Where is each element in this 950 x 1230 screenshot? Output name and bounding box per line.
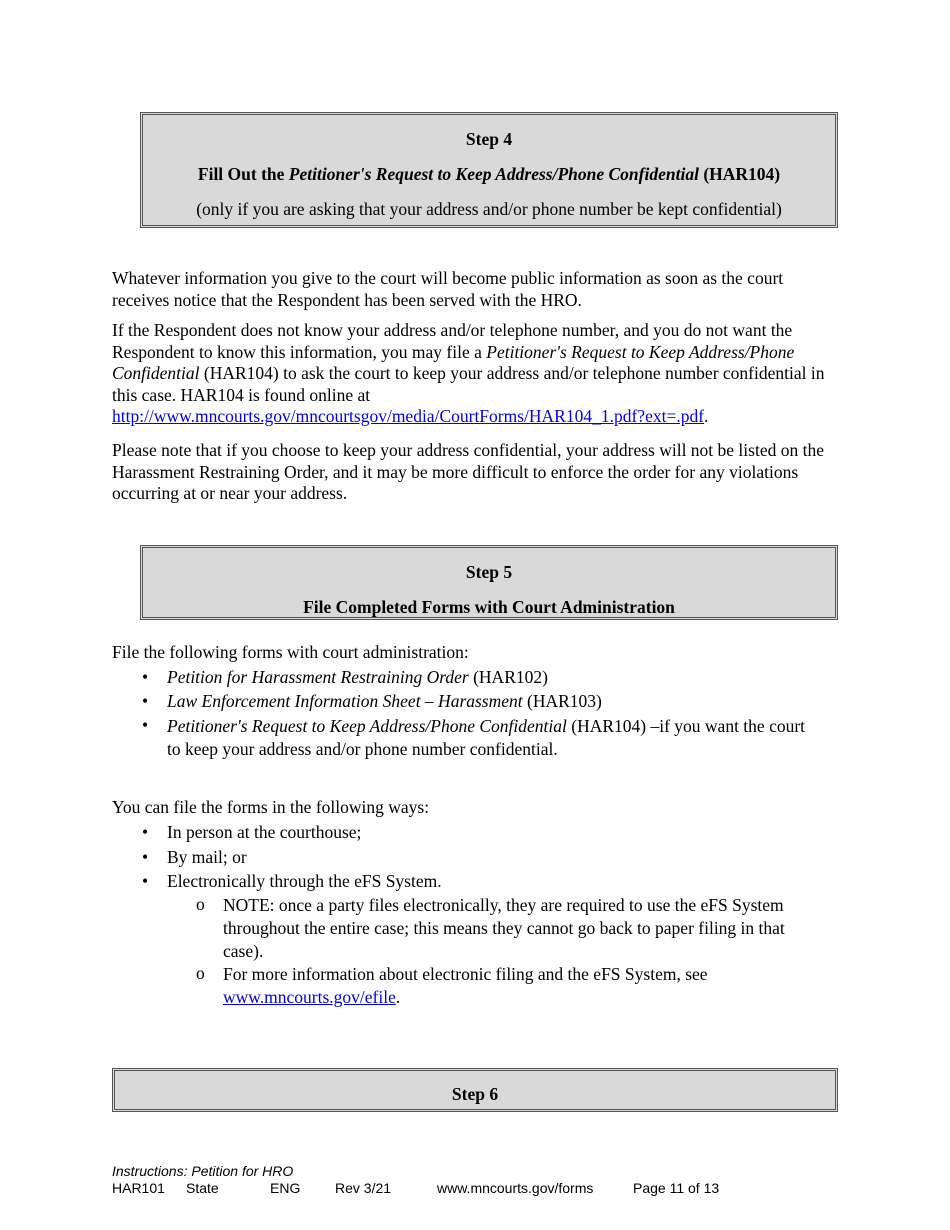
- efile-link[interactable]: www.mncourts.gov/efile: [223, 987, 396, 1007]
- step6-title: Step 6: [451, 1084, 499, 1104]
- form-code: (HAR102): [468, 667, 548, 687]
- forms-bullet: •: [142, 691, 149, 711]
- forms-list-item: [167, 667, 827, 689]
- sub-bullet: o: [196, 894, 205, 914]
- step4-heading: [143, 164, 835, 185]
- ways-intro: You can file the forms in the following ways:: [112, 797, 430, 817]
- footer-website: www.mncourts.gov/forms: [437, 1180, 594, 1196]
- footer-revision: Rev 3/21: [335, 1180, 392, 1196]
- ways-bullet: •: [142, 847, 149, 867]
- forms-bullet: •: [142, 667, 149, 687]
- step5-heading: File Completed Forms with Court Administration: [303, 597, 675, 617]
- step4-heading-form: Petitioner's Request to Keep Address/Phone Confidential: [288, 164, 699, 184]
- step5-title: Step 5: [465, 562, 513, 582]
- forms-bullet: •: [142, 715, 149, 735]
- sub-bullet: o: [196, 963, 205, 983]
- p2-period: .: [704, 406, 709, 426]
- step4-box: [140, 112, 838, 228]
- public-info-paragraph: Whatever information you give to the court will become public information as soon as the court receives notice that the Respondent has been served with the HRO.: [112, 268, 784, 310]
- step6-box: [112, 1068, 838, 1112]
- step4-heading-code: (HAR104): [698, 164, 781, 184]
- form-name: Law Enforcement Information Sheet – Harassment: [167, 691, 523, 711]
- footer-form-id: HAR101: [112, 1180, 165, 1196]
- efile-info-text: For more information about electronic filing and the eFS System, see: [223, 964, 708, 984]
- footer-language: ENG: [270, 1180, 301, 1196]
- confidential-note-paragraph: Please note that if you choose to keep your address confidential, your address will not be listed on the Harassment Restraining Order, and it may be more difficult to enforce the order for any violations occurring at or near your address.: [112, 440, 824, 503]
- p2-form: Petitioner's Request to Keep Address/Phone Confidential: [112, 341, 795, 383]
- ways-bullet: •: [142, 822, 149, 842]
- efile-info: [223, 963, 828, 1009]
- confidential-request-paragraph: [112, 320, 842, 428]
- p2-end: (HAR104) to ask the court to keep your address and/or telephone number confidential in this case. HAR104 is found online at: [112, 363, 825, 405]
- p2-start: If the Respondent does not know your address and/or telephone number, and you do not want the Respondent to know this information, you may file a: [112, 320, 793, 362]
- form-code: (HAR103): [522, 691, 602, 711]
- efs-note: NOTE: once a party files electronically, they are required to use the eFS System throughout the entire case; this means they cannot go back to paper filing in that case).: [223, 895, 785, 961]
- step4-title: Step 4: [465, 129, 513, 149]
- efile-period: .: [395, 987, 401, 1007]
- step4-heading-prefix: Fill Out the: [197, 164, 289, 184]
- form-code: (HAR104) –if you want the court to keep your address and/or phone number confidential.: [167, 716, 806, 759]
- forms-list-item: [167, 691, 827, 713]
- ways-list-item: Electronically through the eFS System.: [167, 871, 442, 891]
- ways-list-item: By mail; or: [167, 847, 247, 867]
- footer-page-number: Page 11 of 13: [633, 1180, 720, 1196]
- forms-intro: File the following forms with court administration:: [112, 642, 469, 662]
- footer-jurisdiction: State: [186, 1180, 219, 1196]
- step5-box: [140, 545, 838, 620]
- har104-form-link[interactable]: http://www.mncourts.gov/mncourtsgov/media/CourtForms/HAR104_1.pdf?ext=.pdf: [112, 406, 705, 426]
- footer-doc-title: Instructions: Petition for HRO: [112, 1163, 294, 1179]
- form-name: Petitioner's Request to Keep Address/Phone Confidential: [167, 716, 567, 736]
- ways-bullet: •: [142, 871, 149, 891]
- form-name: Petition for Harassment Restraining Order: [167, 667, 469, 687]
- ways-list-item: In person at the courthouse;: [167, 822, 362, 842]
- forms-list-item: [167, 715, 817, 761]
- step4-note: (only if you are asking that your address and/or phone number be kept confidential): [196, 199, 782, 219]
